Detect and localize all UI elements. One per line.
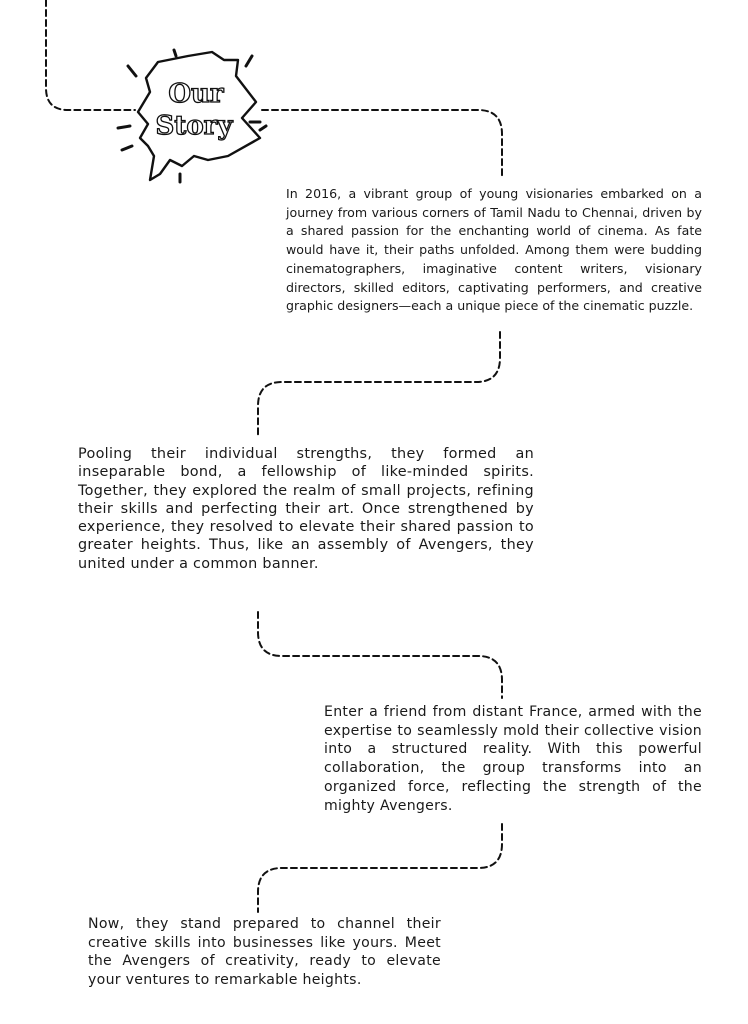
our-story-badge [110, 48, 270, 188]
badge-line-our: Our [168, 79, 224, 109]
story-paragraph-4: Now, they stand prepared to channel their creative skills into businesses like yours. Meet the Avengers of creativity, ready to elevate your ventures to remarkable heights. [88, 916, 441, 988]
connector-p3-to-p4 [258, 824, 502, 912]
story-paragraph-1: In 2016, a vibrant group of young visionaries embarked on a journey from various corners of Tamil Nadu to Chennai, driven by a shared passion for the enchanting world of cinema. As fate would have it, their paths unfolded. Among them were budding cinematographers, imaginative content writers, visionary directors, skilled editors, captivating performers, and creative graphic designers—each a unique piece of the cinematic puzzle. [286, 186, 702, 314]
story-paragraph-3: Enter a friend from distant France, armed with the expertise to seamlessly mold their collective vision into a structured reality. With this powerful collaboration, the group transforms into an organized force, reflecting the strength of the mighty Avengers. [324, 704, 702, 814]
story-paragraph-2: Pooling their individual strengths, they formed an inseparable bond, a fellowship of like-minded spirits. Together, they explored the realm of small projects, refining their skills and perfecting their art. Once strengthened by experience, they resolved to elevate their shared passion to greater heights. Thus, like an assembly of Avengers, they united under a common banner. [78, 446, 534, 572]
connector-p1-to-p2 [258, 332, 500, 436]
connector-p2-to-p3 [258, 612, 502, 698]
badge-line-story: Story [155, 111, 233, 141]
connector-badge-to-p1 [262, 110, 502, 178]
